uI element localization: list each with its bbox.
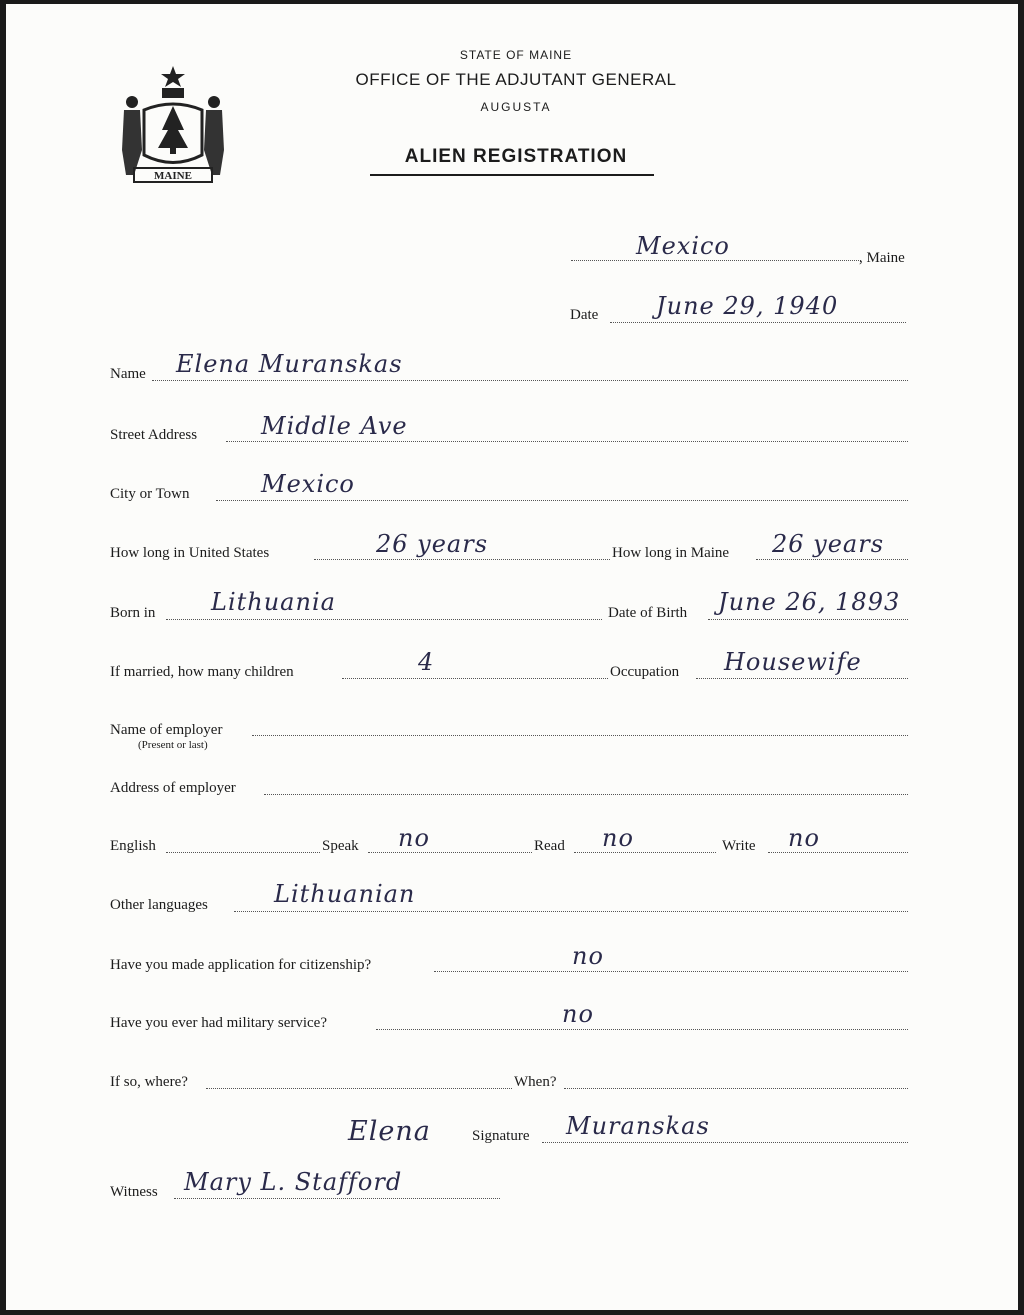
- employer-address-line[interactable]: [264, 794, 908, 795]
- military-label: Have you ever had military service?: [110, 1015, 327, 1031]
- children-value[interactable]: 4: [418, 648, 435, 676]
- english-label: English: [110, 838, 156, 854]
- other-languages-line: [234, 911, 908, 912]
- signature-line: [542, 1142, 908, 1143]
- other-languages-label: Other languages: [110, 897, 208, 913]
- born-in-line: [166, 619, 602, 620]
- maine-duration-line: [756, 559, 908, 560]
- employer-address-label: Address of employer: [110, 780, 236, 796]
- children-label: If married, how many children: [110, 664, 294, 680]
- page-title: ALIEN REGISTRATION: [404, 146, 628, 167]
- maine-duration-label: How long in Maine: [612, 545, 730, 561]
- witness-value[interactable]: Mary L. Stafford: [184, 1168, 403, 1196]
- city-value[interactable]: Mexico: [261, 470, 355, 498]
- seal-banner-text: MAINE: [154, 170, 192, 182]
- read-label: Read: [534, 838, 565, 854]
- street-line: [226, 441, 908, 442]
- speak-line: [368, 852, 532, 853]
- maine-duration-value[interactable]: 26 years: [772, 530, 885, 558]
- citizenship-value[interactable]: no: [572, 942, 604, 970]
- town-value[interactable]: Mexico: [636, 232, 730, 260]
- signature-first-name: Elena: [348, 1116, 431, 1147]
- date-value[interactable]: June 29, 1940: [656, 292, 839, 320]
- us-duration-line: [314, 559, 610, 560]
- military-value[interactable]: no: [562, 1000, 594, 1028]
- street-value[interactable]: Middle Ave: [261, 412, 408, 440]
- when-line[interactable]: [564, 1088, 908, 1089]
- state-heading: STATE OF MAINE: [459, 48, 573, 62]
- dob-label: Date of Birth: [608, 605, 688, 621]
- state-seal-icon: [114, 60, 232, 188]
- employer-name-line[interactable]: [252, 735, 908, 736]
- name-label: Name: [110, 366, 146, 382]
- write-label: Write: [722, 838, 756, 854]
- signature-value[interactable]: Muranskas: [566, 1112, 710, 1140]
- read-line: [574, 852, 716, 853]
- employer-name-sublabel: (Present or last): [138, 739, 208, 751]
- signature-label: Signature: [472, 1128, 530, 1144]
- us-duration-value[interactable]: 26 years: [376, 530, 489, 558]
- occupation-label: Occupation: [610, 664, 680, 680]
- read-value[interactable]: no: [602, 824, 634, 852]
- where-label: If so, where?: [110, 1074, 188, 1090]
- witness-label: Witness: [110, 1184, 158, 1200]
- military-line: [376, 1029, 908, 1030]
- citizenship-label: Have you made application for citizenship?: [110, 957, 372, 973]
- office-heading: OFFICE OF THE ADJUTANT GENERAL: [355, 70, 677, 89]
- registration-form: [6, 4, 1018, 1310]
- title-underline: [370, 174, 654, 176]
- born-in-value[interactable]: Lithuania: [211, 588, 336, 616]
- dob-line: [708, 619, 908, 620]
- city-heading: AUGUSTA: [480, 100, 552, 114]
- where-line[interactable]: [206, 1088, 512, 1089]
- town-suffix-label: , Maine: [859, 250, 905, 266]
- speak-label: Speak: [322, 838, 359, 854]
- witness-line: [174, 1198, 500, 1199]
- date-line: [610, 322, 906, 323]
- street-label: Street Address: [110, 427, 198, 443]
- speak-value[interactable]: no: [398, 824, 430, 852]
- occupation-line: [696, 678, 908, 679]
- other-languages-value[interactable]: Lithuanian: [274, 880, 416, 908]
- occupation-value[interactable]: Housewife: [724, 648, 862, 676]
- name-value[interactable]: Elena Muranskas: [176, 350, 403, 378]
- when-label: When?: [514, 1074, 557, 1090]
- born-in-label: Born in: [110, 605, 156, 621]
- city-line: [216, 500, 908, 501]
- dob-value[interactable]: June 26, 1893: [718, 588, 901, 616]
- write-value[interactable]: no: [788, 824, 820, 852]
- citizenship-line: [434, 971, 908, 972]
- date-label: Date: [570, 307, 599, 323]
- children-line: [342, 678, 608, 679]
- write-line: [768, 852, 908, 853]
- us-duration-label: How long in United States: [110, 545, 270, 561]
- english-line: [166, 852, 320, 853]
- city-label: City or Town: [110, 486, 190, 502]
- name-line: [152, 380, 908, 381]
- town-line: [571, 260, 861, 261]
- employer-name-label: Name of employer: [110, 722, 223, 738]
